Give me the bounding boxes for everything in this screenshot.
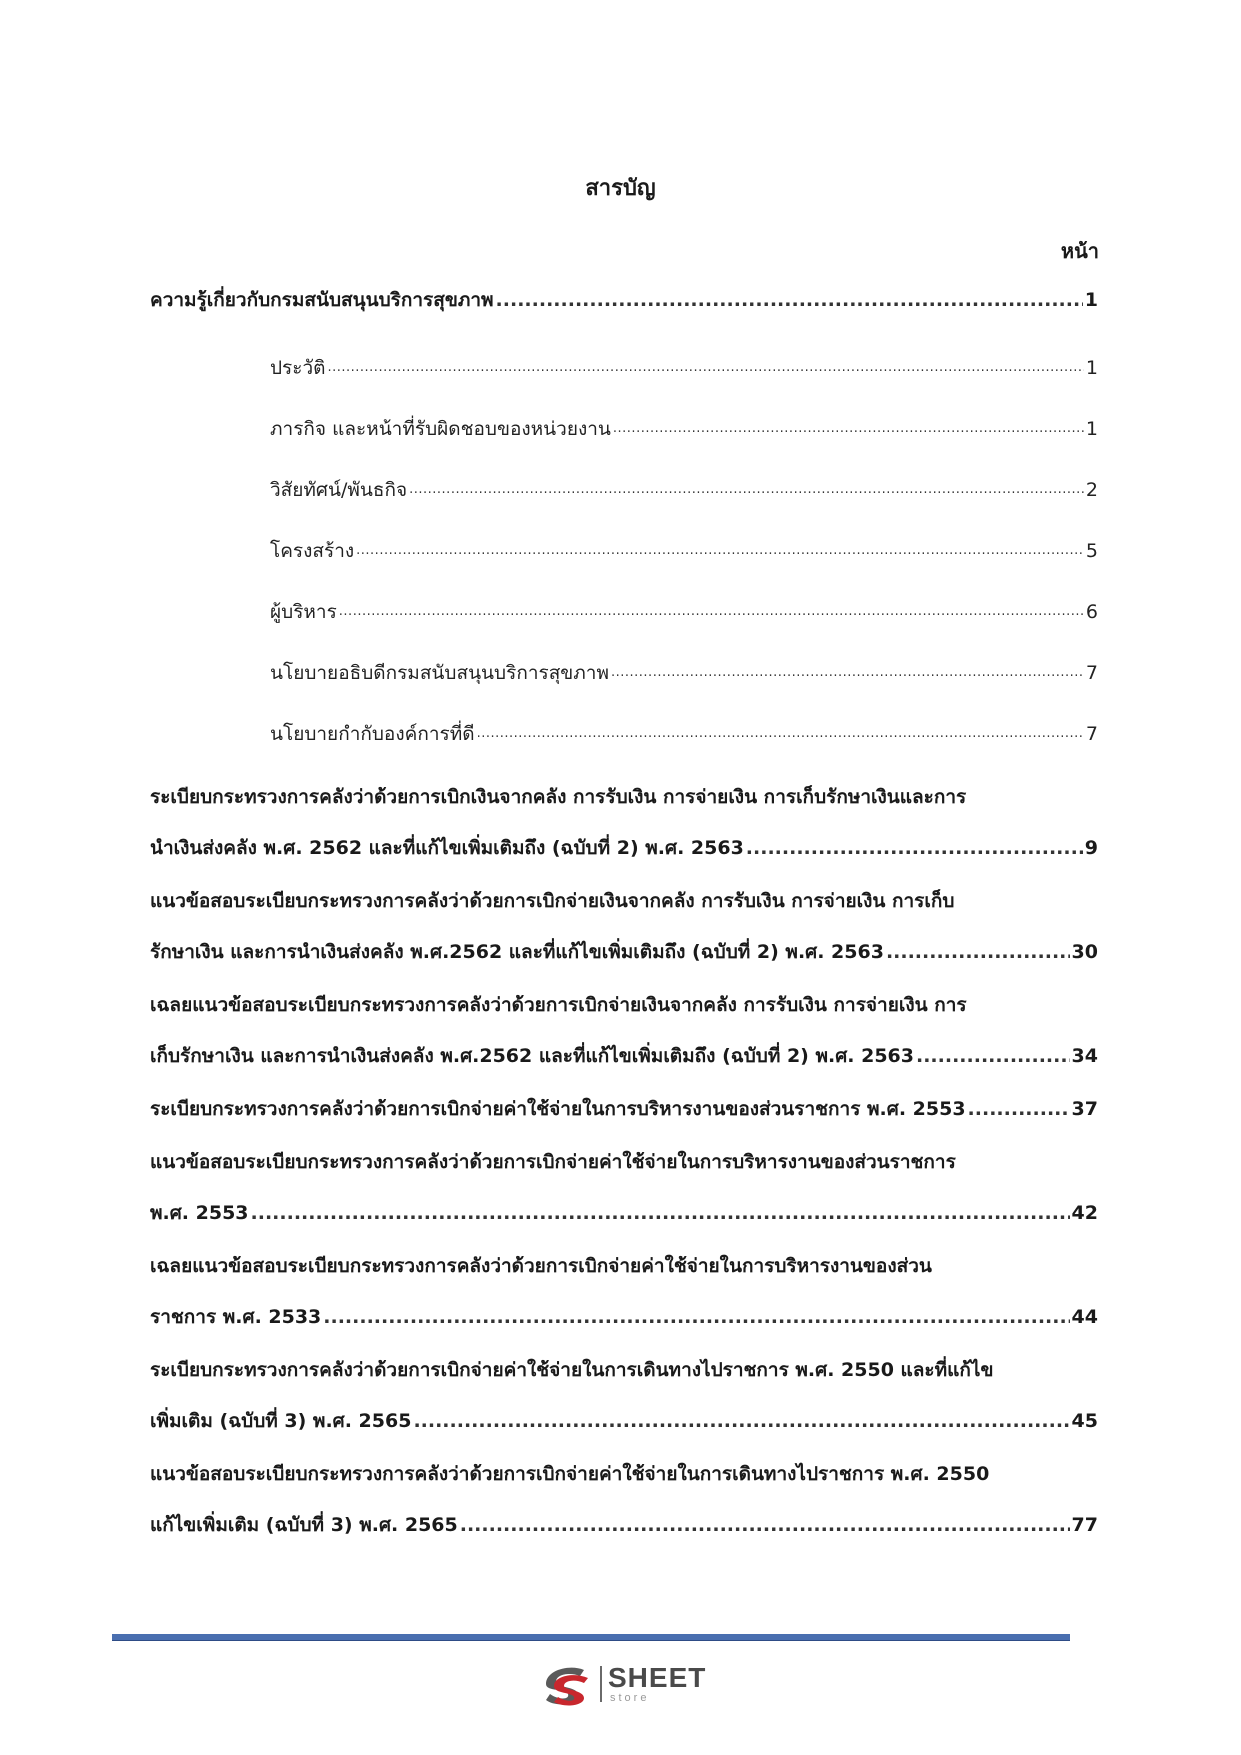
toc-subentry[interactable] [150,520,1098,581]
toc-leader-dots [460,1510,1070,1540]
toc-entry-page: 44 [1071,1306,1098,1328]
toc-entry[interactable] [150,1459,1098,1563]
toc-subentry-title: โครงสร้าง [270,539,355,562]
toc-entry[interactable] [150,990,1098,1094]
logo-word: SHEET [608,1662,707,1693]
toc-entry-title-line1: เฉลยแนวข้อสอบระเบียบกระทรวงการคลังว่าด้วยการเบิกจ่ายค่าใช้จ่ายในการบริหารงานของส่วน [150,1255,932,1277]
toc-entry-title-line1: ระเบียบกระทรวงการคลังว่าด้วยการเบิกจ่ายค่าใช้จ่ายในการเดินทางไปราชการ พ.ศ. 2550 และที่แก้ไข [150,1359,994,1381]
toc-entry-title: ความรู้เกี่ยวกับกรมสนับสนุนบริการสุขภาพ [150,289,494,311]
toc-subentry[interactable] [150,459,1098,520]
toc-entry[interactable] [150,1251,1098,1355]
logo-sub-word: store [610,1692,650,1704]
toc-entry-title-line2: รักษาเงิน และการนำเงินส่งคลัง พ.ศ.2562 และที่แก้ไขเพิ่มเติมถึง (ฉบับที่ 2) พ.ศ. 2563 [150,941,884,963]
toc-subentry[interactable] [150,398,1098,459]
toc-subentry-title: วิสัยทัศน์/พันธกิจ [270,478,408,501]
toc-entry-page: 37 [1071,1098,1098,1120]
toc-leader-dots [413,1406,1069,1436]
toc-leader-dots [339,597,1084,627]
toc-subentry-page: 1 [1085,417,1098,440]
toc-leader-dots [746,833,1083,863]
sheet-store-logo-icon [540,1660,592,1708]
toc-entry-page: 77 [1071,1514,1098,1536]
toc-subentry-page: 6 [1085,600,1098,623]
toc-entry[interactable] [150,1147,1098,1251]
toc-entry-title-line1: แนวข้อสอบระเบียบกระทรวงการคลังว่าด้วยการเบิกจ่ายเงินจากคลัง การรับเงิน การจ่ายเงิน การเก็บ [150,890,955,912]
toc-entry[interactable] [150,1355,1098,1459]
toc-subentry[interactable] [150,642,1098,703]
toc-leader-dots [409,475,1084,505]
toc-entry-title-line1: ระเบียบกระทรวงการคลังว่าด้วยการเบิกเงินจากคลัง การรับเงิน การจ่ายเงิน การเก็บรักษาเงินและการ [150,786,967,808]
logo-separator [600,1666,602,1702]
toc-subentry-page: 5 [1085,539,1098,562]
toc-entry-title-line1: แนวข้อสอบระเบียบกระทรวงการคลังว่าด้วยการเบิกจ่ายค่าใช้จ่ายในการบริหารงานของส่วนราชการ [150,1151,956,1173]
toc-leader-dots [327,353,1083,383]
toc-entry-title: ระเบียบกระทรวงการคลังว่าด้วยการเบิกจ่ายค่าใช้จ่ายในการบริหารงานของส่วนราชการ พ.ศ. 2553 [150,1098,966,1120]
toc-entry-title-line2: แก้ไขเพิ่มเติม (ฉบับที่ 3) พ.ศ. 2565 [150,1514,458,1536]
toc-entry-page: 42 [1071,1202,1098,1224]
toc-leader-dots [251,1198,1070,1228]
toc-subentry[interactable] [150,337,1098,398]
toc-entry-title-line2: นำเงินส่งคลัง พ.ศ. 2562 และที่แก้ไขเพิ่มเติมถึง (ฉบับที่ 2) พ.ศ. 2563 [150,837,744,859]
toc-subentry-page: 2 [1085,478,1098,501]
sheet-store-logo [540,1660,710,1708]
footer-divider-bar [112,1634,1070,1641]
toc-leader-dots [611,658,1084,688]
toc-entry[interactable] [150,886,1098,990]
toc-entry-title-line2: เก็บรักษาเงิน และการนำเงินส่งคลัง พ.ศ.2562 และที่แก้ไขเพิ่มเติมถึง (ฉบับที่ 2) พ.ศ. 2563 [150,1045,914,1067]
toc-leader-dots [323,1302,1069,1332]
toc-subentry-title: ประวัติ [270,356,326,379]
page-column-label: หน้า [1060,239,1099,263]
toc-leader-dots [477,719,1084,749]
toc-subentry[interactable] [150,581,1098,642]
toc-leader-dots [968,1094,1070,1124]
toc-entry-page: 34 [1071,1045,1098,1067]
toc-entry-page: 30 [1071,941,1098,963]
toc-subentry-title: นโยบายกำกับองค์การที่ดี [270,722,475,745]
toc-entry[interactable] [150,285,1098,337]
toc-subentry-page: 7 [1085,722,1098,745]
page-title: สารบัญ [585,176,656,201]
toc-subentry-page: 7 [1085,661,1098,684]
toc-subentry-title: ภารกิจ และหน้าที่รับผิดชอบของหน่วยงาน [270,417,611,440]
toc-subentry-page: 1 [1085,356,1098,379]
toc-entry-title-line2: ราชการ พ.ศ. 2533 [150,1306,322,1328]
toc-leader-dots [613,414,1084,444]
toc-entry-page: 45 [1071,1410,1098,1432]
toc-subentry-title: ผู้บริหาร [270,600,337,623]
toc-leader-dots [496,285,1083,315]
toc-entry[interactable] [150,1094,1098,1147]
toc-entry[interactable] [150,782,1098,886]
toc-entry-title-line1: แนวข้อสอบระเบียบกระทรวงการคลังว่าด้วยการเบิกจ่ายค่าใช้จ่ายในการเดินทางไปราชการ พ.ศ. 2550 [150,1463,990,1485]
toc-entry-page: 9 [1084,837,1098,859]
toc-leader-dots [356,536,1084,566]
toc-leader-dots [886,937,1070,967]
toc-entry-title-line2: เพิ่มเติม (ฉบับที่ 3) พ.ศ. 2565 [150,1410,412,1432]
toc-leader-dots [916,1041,1070,1071]
toc-subentry-title: นโยบายอธิบดีกรมสนับสนุนบริการสุขภาพ [270,661,609,684]
toc-entry-title-line1: เฉลยแนวข้อสอบระเบียบกระทรวงการคลังว่าด้วยการเบิกจ่ายเงินจากคลัง การรับเงิน การจ่ายเงิน การ [150,994,967,1016]
toc-subentry[interactable] [150,703,1098,764]
toc-entry-title-line2: พ.ศ. 2553 [150,1202,249,1224]
table-of-contents [150,285,1098,1563]
toc-entry-page: 1 [1084,289,1098,311]
